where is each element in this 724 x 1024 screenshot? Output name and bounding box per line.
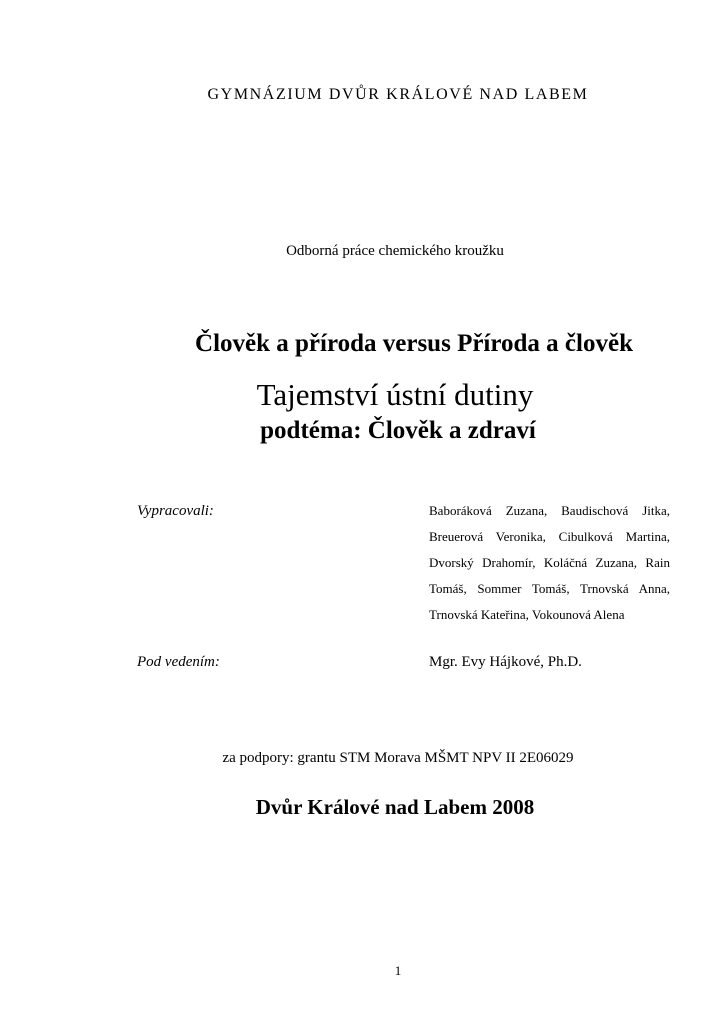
topic-title: Tajemství ústní dutiny	[256, 377, 534, 412]
authors-list: Baboráková Zuzana, Baudischová Jitka, Breuerová Veronika, Cibulková Martina, Dvorský Drahomír, Koláčná Zuzana, Rain Tomáš, Sommer Tomáš, Trnovská Anna, Trnovská Kateřina, Vokounová Alena	[429, 503, 670, 622]
work-type: Odborná práce chemického kroužku	[286, 243, 504, 259]
place-year: Dvůr Králové nad Labem 2008	[255, 795, 535, 819]
page-number: 1	[394, 963, 402, 978]
authors-label: Vypracovali:	[137, 503, 214, 519]
school-name: GYMNÁZIUM DVŮR KRÁLOVÉ NAD LABEM	[207, 86, 589, 103]
supervisor-label: Pod vedením:	[137, 654, 220, 670]
grant-info: za podpory: grantu STM Morava MŠMT NPV II 2E06029	[222, 750, 574, 766]
main-title: Člověk a příroda versus Příroda a člověk	[195, 330, 633, 357]
topic-subtitle: podtéma: Člověk a zdraví	[260, 417, 536, 444]
supervisor-name: Mgr. Evy Hájkové, Ph.D.	[429, 654, 582, 670]
